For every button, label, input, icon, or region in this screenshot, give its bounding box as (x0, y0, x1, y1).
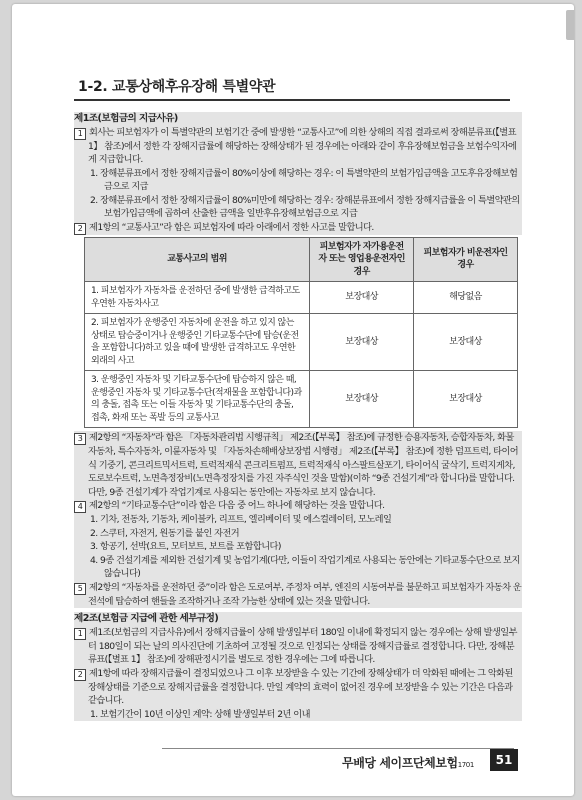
article-1-item-2: 2. 장해분류표에서 정한 장해지급률이 80%미만에 해당하는 경우: 장해분류표에서 정한 장해지급률을 이 특별약관의 보험가입금액에 곱하여 산출한 금액을 일반후유장해보험금으로 지급 (90, 194, 520, 219)
article-1-p4-item-1: 1. 기차, 전동차, 기동차, 케이블카, 리프트, 엘리베이터 및 에스컬레이터, 모노레일 (90, 514, 392, 525)
article-1-title: 제1조(보험금의 지급사유) (74, 113, 178, 124)
table-header: 피보험자가 자가용운전자 또는 영업용운전자인 경우 (310, 237, 414, 282)
page-corner-tab (566, 10, 574, 40)
article-2-block (74, 612, 522, 721)
article-2-title: 제2조(보험금 지급에 관한 세부규정) (74, 613, 219, 624)
table-cell-non-driver: 해당없음 (414, 282, 518, 314)
paragraph-number-box: 5 (74, 583, 86, 595)
paragraph-number-box: 1 (74, 128, 86, 140)
section-title: 1-2. 교통상해후유장해 특별약관 (78, 79, 276, 95)
paragraph-number-box: 3 (74, 433, 86, 445)
paragraph-text: 제1항에 따라 장해지급률이 결정되었으나 그 이후 보장받을 수 있는 기간에 장해상태가 더 악화된 때에는 그 악화된 장해상태를 기준으로 장해지급률을 결정합니다. 만일 계약의 효력이 없어진 경우에 보장받을 수 있는 기간은 다음과 같습니다. (88, 667, 513, 706)
table-cell-non-driver: 보장대상 (414, 314, 518, 371)
footer-product-name (342, 754, 474, 771)
article-1-p4-item-2: 2. 스쿠터, 자전거, 원동기를 붙인 자전거 (90, 527, 240, 539)
article-1-item-1: 1. 장해분류표에서 정한 장해지급률이 80%이상에 해당하는 경우: 이 특별약관의 보험가입금액을 고도후유장해보험금으로 지급 (90, 167, 518, 192)
article-1-paragraph-4 (74, 499, 522, 513)
article-1-paragraph-1 (74, 126, 522, 167)
article-2-p2-item-1: 1. 보험기간이 10년 이상인 계약: 상해 발생일부터 2년 이내 (90, 708, 310, 720)
table-cell-non-driver: 보장대상 (414, 371, 518, 428)
article-1-paragraph-3 (74, 431, 522, 499)
footer-product: 무배당 세이프단체보험 (342, 756, 458, 770)
paragraph-text: 제2항의 “자동차를 운전하던 중”이라 함은 도로여부, 주정차 여부, 엔진의 시동여부를 불문하고 피보험자가 자동차 운전석에 탑승하여 핸들을 조작하거나 조작 가능한 상태에 있는 것을 말합니다. (88, 581, 522, 607)
table-row (85, 282, 518, 314)
article-1-paragraph-2 (74, 221, 522, 235)
paragraph-text: 제2항의 “기타교통수단”이라 함은 다음 중 어느 하나에 해당하는 것을 말합니다. (89, 500, 385, 511)
title-divider (74, 99, 510, 101)
article-2-paragraph-2 (74, 667, 522, 708)
table-cell-scope: 3. 운행중인 자동차 및 기타교통수단에 탑승하지 않은 때, 운행중인 자동차 및 기타교통수단(적재물을 포함합니다)과의 충돌, 접촉 또는 이들 자동차 및 기타교통수단의 충돌, 접촉, 화재 또는 폭발 등의 교통사고 (85, 371, 310, 428)
footer-divider (162, 748, 514, 749)
table-row (85, 314, 518, 371)
paragraph-text: 제1항의 “교통사고”라 함은 피보험자에 따라 아래에서 정한 사고를 말합니다. (89, 221, 374, 233)
table-cell-scope: 1. 피보험자가 자동차를 운전하던 중에 발생한 급격하고도 우연한 자동차사고 (85, 282, 310, 314)
table-cell-driver: 보장대상 (310, 371, 414, 428)
article-1-continued-block (74, 431, 522, 608)
paragraph-number-box: 2 (74, 669, 86, 681)
table-cell-scope: 2. 피보험자가 운행중인 자동차에 운전을 하고 있지 않는 상태로 탑승중이거나 운행중인 기타교통수단에 탑승(운전을 포함합니다)하고 있을 때에 발생한 급격하고도 우연한 외래의 사고 (85, 314, 310, 371)
article-1-p4-item-4: 4. 9종 건설기계를 제외한 건설기계 및 농업기계(다만, 이들이 작업기계로 사용되는 동안에는 기타교통수단으로 보지 않습니다) (90, 554, 520, 579)
table-row (85, 371, 518, 428)
paragraph-number-box: 1 (74, 628, 86, 640)
table-header-row (85, 237, 518, 282)
paragraph-text: 제2항의 “자동차”라 함은 「자동차관리법 시행규칙」 제2조(【부록】 참조)에 규정한 승용자동차, 승합자동차, 화물자동차, 특수자동차, 이륜자동차 및 「자동차손해배상보장법 시행령」 제2조(【부록】 참조)에 정한 덤프트럭, 타이어식 기중기, 콘크리트믹서트럭, 트럭적재식 콘크리트펌프, 트럭적재식 아스팔트살포기, 타이어식 굴삭기, 트럭지게차, 도로보수트럭, 노면측정장비(노면측정장치를 가진 자주식인 것을 말함)(이하 “9종 건설기계”라 합니다)를 말합니다. 다만, 9종 건설기계가 작업기계로 사용되는 동안에는 자동차로 보지 않습니다. (88, 432, 519, 498)
document-page (12, 4, 574, 796)
article-1-paragraph-5 (74, 581, 522, 609)
paragraph-number-box: 2 (74, 223, 86, 235)
article-1-p4-item-3: 3. 항공기, 선박(요트, 모터보트, 보트를 포함합니다) (90, 541, 281, 552)
table-cell-driver: 보장대상 (310, 314, 414, 371)
article-2-paragraph-1 (74, 626, 522, 667)
footer-product-code: 1701 (457, 761, 474, 769)
traffic-accident-coverage-table (84, 237, 518, 429)
page-number: 51 (490, 749, 518, 771)
paragraph-number-box: 4 (74, 501, 86, 513)
paragraph-text: 회사는 피보험자가 이 특별약관의 보험기간 중에 발생한 “교통사고”에 의한 상해의 직접 결과로써 장해분류표(【별표 1】 참조)에서 정한 각 장해지급률에 해당하는 장해상태가 된 경우에는 아래와 같이 후유장해보험금을 보험수익자에게 지급합니다. (88, 126, 517, 165)
table-header: 피보험자가 비운전자인 경우 (414, 237, 518, 282)
document-body (74, 110, 522, 721)
paragraph-text: 제1조(보험금의 지급사유)에서 장해지급률이 상해 발생일부터 180일 이내에 확정되지 않는 경우에는 상해 발생일부터 180일이 되는 날의 의사진단에 기초하여 고정될 것으로 인정되는 상태를 장해지급률로 결정합니다. 다만, 장해분류표(【별표 1】 참조)에 장해판정시기를 별도로 정한 경우에는 그에 따릅니다. (88, 626, 517, 665)
table-header: 교통사고의 범위 (85, 237, 310, 282)
article-1-block (74, 112, 522, 235)
table-cell-driver: 보장대상 (310, 282, 414, 314)
